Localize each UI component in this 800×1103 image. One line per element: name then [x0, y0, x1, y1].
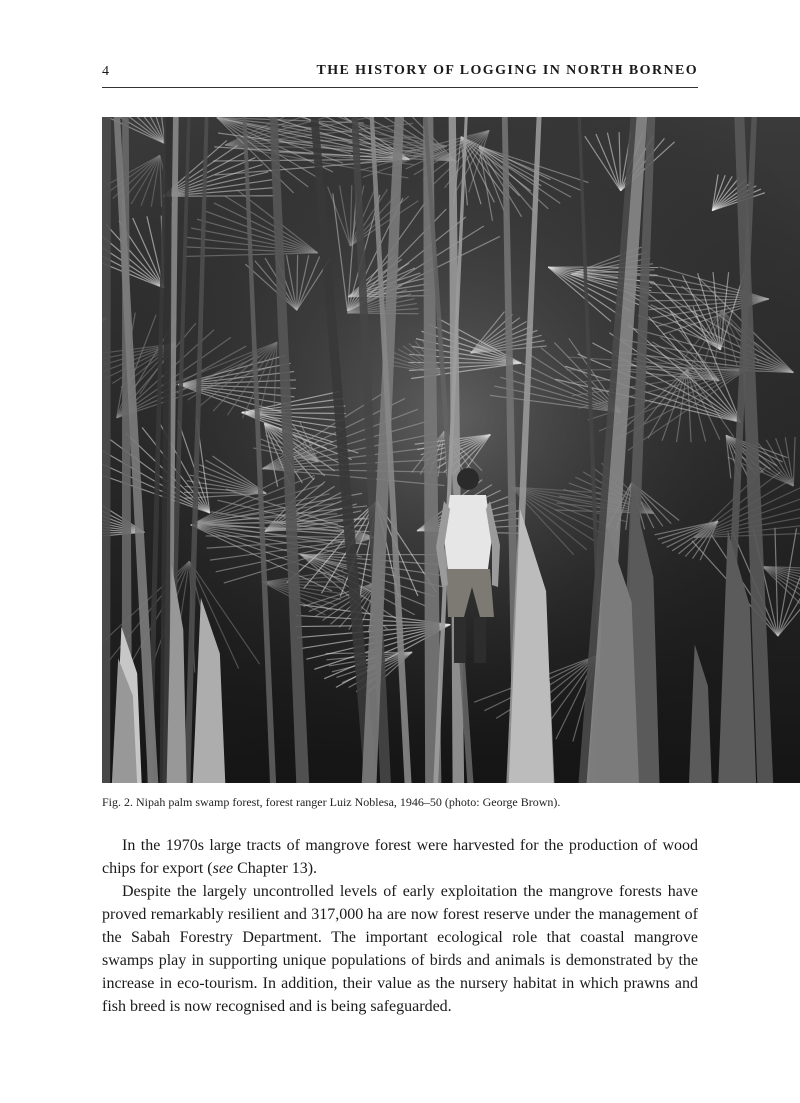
running-head: THE HISTORY OF LOGGING IN NORTH BORNEO	[316, 63, 698, 78]
photograph-nipah-palm-swamp	[102, 117, 800, 783]
paragraph-2: Despite the largely uncontrolled levels of early exploitation the mangrove forests have proved remarkably resilient and 317,000 ha are now forest reserve under the management of the Sabah Forestry Department. The important ecological role that coastal mangrove swamps play in supporting unique populations of birds and animals is demonstrated by the increase in eco-tourism. In addition, their value as the nursery habitat in which prawns and fish breed is now recognised and is being safeguarded.	[102, 883, 698, 1015]
body-text	[102, 834, 698, 1018]
page-number: 4	[102, 64, 109, 79]
paragraph-1: In the 1970s large tracts of mangrove forest were harvested for the production of wood chips for export (see Chapter 13).	[102, 837, 698, 877]
header-rule	[102, 87, 698, 88]
figure-caption: Fig. 2. Nipah palm swamp forest, forest ranger Luiz Noblesa, 1946–50 (photo: George Brown).	[102, 795, 561, 809]
